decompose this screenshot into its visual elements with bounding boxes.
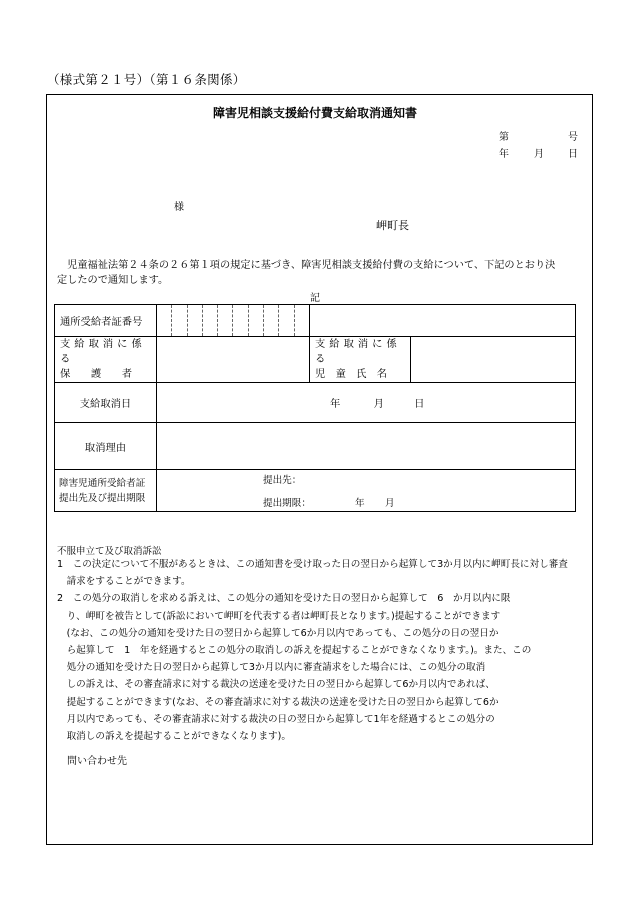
appeal-line: ら起算して 1 年を経過するとこの処分の取消しの訴えを提起することができなくなります。)。また、この (57, 645, 532, 657)
appeal-text (57, 556, 568, 745)
intro-line-1: 児童福祉法第２４条の２６第１項の規定に基づき、障害児相談支援給付費の支給について、下記のとおり決 (57, 260, 556, 271)
date-month: 月 (534, 149, 544, 160)
appeal-line: 請求をすることができます。 (57, 576, 191, 588)
date-day: 日 (568, 149, 578, 160)
contact-label: 問い合わせ先 (67, 756, 127, 767)
notice-table (54, 304, 576, 512)
recipient-number-label: 通所受給者証番号 (55, 305, 157, 337)
form-label: （様式第２１号）（第１６条関係） (47, 72, 246, 87)
table-row (55, 470, 576, 512)
cancel-date-value[interactable]: 年 月 日 (157, 383, 576, 423)
table-row (55, 337, 576, 383)
appeal-line: 処分の通知を受けた日の翌日から起算して3か月以内に審査請求をした場合には、この処分の取消 (57, 662, 486, 674)
certificate-return-label: 障害児通所受給者証 提出先及び提出期限 (55, 470, 157, 512)
return-destination: 提出先： (263, 475, 302, 486)
appeal-line: 2 この処分の取消しを求める訴えは、この処分の通知を受けた日の翌日から起算して 6 か月以内に限 (57, 593, 511, 605)
table-row (55, 383, 576, 423)
document-title: 障害児相談支援給付費支給取消通知書 (212, 106, 417, 120)
table-row (55, 305, 576, 337)
appeal-heading: 不服申立て及び取消訴訟 (57, 546, 162, 557)
ki-marker: 記 (310, 293, 320, 304)
appeal-line: 取消しの訴えを提起することができなくなります)。 (57, 731, 291, 743)
child-name-value[interactable] (411, 337, 576, 383)
table-row (55, 423, 576, 470)
intro-line-2: 定したので通知します。 (57, 275, 169, 286)
appeal-line: 提起することができます(なお、その審査請求に対する裁決の送達を受けた日の翌日から起算して6か (57, 696, 499, 708)
certificate-return-value[interactable] (157, 470, 576, 512)
issuer-name: 岬町長 (376, 219, 409, 232)
appeal-line: 1 この決定について不服があるときは、この通知書を受け取った日の翌日から起算して3か月以内に岬町長に対し審査 (57, 559, 568, 570)
number-suffix: 号 (568, 132, 578, 143)
addressee-suffix: 様 (174, 202, 184, 213)
guardian-label: 支給取消に係る 保 護 者 (55, 337, 157, 383)
recipient-number-boxes[interactable] (157, 305, 310, 337)
cancel-date-label: 支給取消日 (55, 383, 157, 423)
return-deadline: 提出期限： (263, 498, 311, 509)
appeal-line: り、岬町を被告として(訴訟において岬町を代表する者は岬町長となります。)提起することができます (57, 610, 501, 622)
appeal-line: しの訴えは、その審査請求に対する裁決の送達を受けた日の翌日から起算して6か月以内であれば、 (57, 679, 495, 691)
number-label: 第 (499, 132, 509, 143)
cancel-reason-label: 取消理由 (55, 423, 157, 470)
child-name-label: 支給取消に係る 児 童 氏 名 (310, 337, 411, 383)
return-year: 年 (355, 498, 365, 509)
guardian-value[interactable] (157, 337, 310, 383)
cancel-reason-value[interactable] (157, 423, 576, 470)
return-month: 月 (385, 498, 395, 509)
appeal-line: (なお、この処分の通知を受けた日の翌日から起算して6か月以内であっても、この処分の日の翌日か (57, 627, 499, 639)
appeal-line: 月以内であっても、その審査請求に対する裁決の日の翌日から起算して1年を経過するとこの処分の (57, 713, 495, 725)
recipient-number-blank (310, 305, 576, 337)
date-year: 年 (499, 149, 509, 160)
